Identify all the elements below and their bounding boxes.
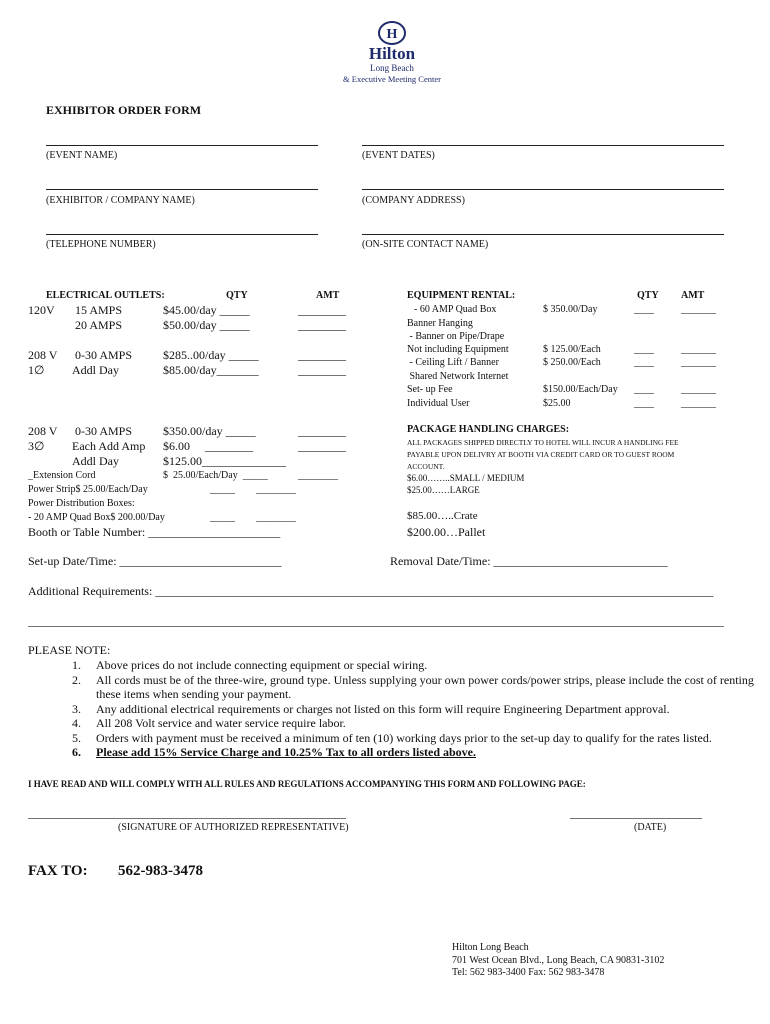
onsite-contact-line[interactable] — [362, 234, 724, 235]
event-dates-label: (EVENT DATES) — [362, 150, 435, 161]
v120-item-15: 15 AMPS — [75, 303, 123, 317]
quad-box-amt[interactable]: ________ — [256, 512, 296, 523]
v120-price-15[interactable]: $45.00/day _____ — [163, 303, 250, 317]
v208-3-item-30: 0-30 AMPS — [75, 424, 133, 438]
package-heading: PACKAGE HANDLING CHARGES: — [407, 424, 570, 435]
equip-quad-box: - 60 AMP Quad Box — [414, 304, 497, 315]
logo-line1: Long Beach — [370, 63, 414, 73]
v208-3-item-addl: Addl Day — [72, 454, 119, 468]
form-title: EXHIBITOR ORDER FORM — [46, 103, 202, 117]
note-number: 2. — [72, 672, 81, 687]
company-address-label: (COMPANY ADDRESS) — [362, 195, 465, 206]
v208-3-item-amp: Each Add Amp — [72, 439, 146, 453]
logo-line2: & Executive Meeting Center — [343, 74, 441, 84]
v120-price-20[interactable]: $50.00/day _____ — [163, 318, 250, 332]
fax-label: FAX TO: — [28, 863, 88, 879]
v208-1-price-addl[interactable]: $85.00/day_______ — [163, 363, 259, 377]
footer-phones: Tel: 562 983-3400 Fax: 562 983-3478 — [452, 967, 605, 978]
equip-setup-qty[interactable]: ____ — [634, 384, 654, 395]
equip-setup-price: $150.00/Each/Day — [543, 384, 618, 395]
package-small-medium: $6.00……..SMALL / MEDIUM — [407, 473, 525, 483]
date-line[interactable]: ______________________ — [570, 806, 702, 820]
note-number: 5. — [72, 730, 81, 745]
v208-3-amt-30[interactable]: ________ — [298, 424, 346, 438]
electrical-qty-header: QTY — [226, 290, 248, 301]
note-item — [28, 731, 770, 746]
note-item — [28, 745, 770, 760]
equip-banner-pipe: - Banner on Pipe/Drape — [407, 331, 505, 342]
equipment-amt-header: AMT — [681, 290, 705, 301]
equip-shared-network: Shared Network Internet — [407, 371, 509, 382]
v208-3-price-addl[interactable]: $125.00______________ — [163, 454, 286, 468]
agreement-statement: I HAVE READ AND WILL COMPLY WITH ALL RULES AND REGULATIONS ACCOMPANYING THIS FORM AND FOLLOWING PAGE: — [28, 779, 586, 789]
equip-ceiling-amt[interactable]: _______ — [681, 357, 716, 368]
note-text: Any additional electrical requirements or charges not listed on this form will require Engineering Department approval. — [96, 701, 670, 716]
telephone-line[interactable] — [46, 234, 318, 235]
fax-number: 562-983-3478 — [118, 863, 203, 879]
equip-setup-amt[interactable]: _______ — [681, 384, 716, 395]
note-number: 1. — [72, 658, 81, 672]
equipment-heading: EQUIPMENT RENTAL: — [407, 290, 516, 301]
v208-1-label: 208 V — [28, 348, 58, 362]
v208-1-amt-addl[interactable]: ________ — [298, 363, 346, 377]
power-strip-amt[interactable]: ________ — [256, 484, 296, 495]
equip-banner-hanging: Banner Hanging — [407, 318, 473, 329]
additional-requirements[interactable]: Additional Requirements: _____________________________________________________________________________________________ — [28, 584, 714, 598]
telephone-label: (TELEPHONE NUMBER) — [46, 239, 156, 250]
notes-list — [28, 658, 770, 760]
equip-not-including-price: $ 125.00/Each — [543, 344, 601, 355]
v208-1-amt-30[interactable]: ________ — [298, 348, 346, 362]
hilton-logo — [326, 20, 458, 86]
note-item — [28, 658, 770, 673]
exhibitor-company-line[interactable] — [46, 189, 318, 190]
power-strip-label: Power Strip$ 25.00/Each/Day — [28, 484, 148, 495]
equip-individual-amt[interactable]: _______ — [681, 398, 716, 409]
logo-brand: Hilton — [368, 44, 416, 63]
note-item — [28, 716, 770, 731]
equip-quad-amt[interactable]: _______ — [681, 304, 716, 315]
event-name-line[interactable] — [46, 145, 318, 146]
exhibitor-company-label: (EXHIBITOR / COMPANY NAME) — [46, 195, 195, 206]
event-dates-line[interactable] — [362, 145, 724, 146]
v208-3-price-30[interactable]: $350.00/day _____ — [163, 424, 256, 438]
note-text: Please add 15% Service Charge and 10.25% Tax to all orders listed above. — [96, 745, 476, 759]
electrical-heading: ELECTRICAL OUTLETS: — [46, 290, 165, 301]
v208-1-price-30[interactable]: $285..00/day _____ — [163, 348, 259, 362]
quad-box-qty[interactable]: _____ — [210, 512, 235, 523]
note-item — [28, 702, 770, 717]
footer-address: 701 West Ocean Blvd., Long Beach, CA 90831-3102 — [452, 955, 665, 966]
package-crate: $85.00…..Crate — [407, 510, 478, 522]
equip-individual-price: $25.00 — [543, 398, 571, 409]
please-note-heading: PLEASE NOTE: — [28, 643, 111, 657]
signature-line[interactable]: _____________________________________________________ — [28, 806, 346, 820]
note-item — [28, 673, 770, 702]
note-text: Orders with payment must be received a minimum of ten (10) working days prior to the set-up day to qualify for the rates listed. — [96, 730, 712, 745]
removal-date-time[interactable]: Removal Date/Time: _____________________________ — [390, 554, 668, 568]
package-large: $25.00……LARGE — [407, 485, 480, 495]
extension-cord-price[interactable]: $ 25.00/Each/Day _____ — [163, 470, 268, 481]
package-notice-1: ALL PACKAGES SHIPPED DIRECTLY TO HOTEL WILL INCUR A HANDLING FEE — [407, 438, 679, 447]
equip-ceiling-qty[interactable]: ____ — [634, 357, 654, 368]
equip-setup-fee: Set- up Fee — [407, 384, 453, 395]
equip-not-including: Not including Equipment — [407, 344, 509, 355]
booth-number[interactable]: Booth or Table Number: ______________________ — [28, 525, 281, 539]
equip-individual-qty[interactable]: ____ — [634, 398, 654, 409]
extension-cord-label: _Extension Cord — [28, 470, 96, 481]
v120-item-20: 20 AMPS — [75, 318, 123, 332]
v208-1-item-30: 0-30 AMPS — [75, 348, 133, 362]
v208-3-amt-amp[interactable]: ________ — [298, 439, 346, 453]
footer-name: Hilton Long Beach — [452, 942, 529, 953]
note-text: All cords must be of the three-wire, ground type. Unless supplying your own power cords/power strips, please include the cost of renting these items when sending your payment. — [96, 672, 754, 701]
equip-ceiling-lift: - Ceiling Lift / Banner — [407, 357, 499, 368]
equipment-qty-header: QTY — [637, 290, 659, 301]
v208-3-label: 208 V — [28, 424, 58, 438]
note-text: All 208 Volt service and water service require labor. — [96, 716, 346, 730]
event-name-label: (EVENT NAME) — [46, 150, 118, 161]
equip-not-including-qty[interactable]: ____ — [634, 344, 654, 355]
equip-individual-user: Individual User — [407, 398, 470, 409]
note-number: 6. — [72, 745, 81, 759]
svg-text:H: H — [386, 27, 398, 42]
note-number: 3. — [72, 701, 81, 716]
signature-label: (SIGNATURE OF AUTHORIZED REPRESENTATIVE) — [118, 822, 349, 833]
v208-3-price-amp[interactable]: $6.00 ________ — [163, 439, 253, 453]
note-number: 4. — [72, 716, 81, 730]
equip-quad-price: $ 350.00/Day — [543, 304, 598, 315]
v120-amt-15[interactable]: ________ — [298, 303, 346, 317]
v120-amt-20[interactable]: ________ — [298, 318, 346, 332]
additional-requirements-line2[interactable]: ____________________________________________________________________________________________________________________ — [28, 614, 724, 628]
electrical-amt-header: AMT — [316, 290, 340, 301]
note-text: Above prices do not include connecting equipment or special wiring. — [96, 658, 428, 672]
package-pallet: $200.00…Pallet — [407, 525, 486, 539]
company-address-line[interactable] — [362, 189, 724, 190]
package-notice-2: PAYABLE UPON DELIVRY AT BOOTH VIA CREDIT CARD OR TO GUEST ROOM — [407, 450, 675, 459]
extension-cord-amt[interactable]: ________ — [298, 470, 338, 481]
equip-not-including-amt[interactable]: _______ — [681, 344, 716, 355]
date-label: (DATE) — [634, 822, 667, 833]
v208-3-phase: 3∅ — [28, 439, 45, 453]
v208-1-item-addl: Addl Day — [72, 363, 119, 377]
v120-label: 120V — [28, 303, 55, 317]
equip-ceiling-price: $ 250.00/Each — [543, 357, 601, 368]
power-dist-label: Power Distribution Boxes: — [28, 498, 135, 509]
quad-box-label: - 20 AMP Quad Box$ 200.00/Day — [28, 512, 165, 523]
setup-date-time[interactable]: Set-up Date/Time: ___________________________ — [28, 554, 282, 568]
v208-1-phase: 1∅ — [28, 363, 45, 377]
equip-quad-qty[interactable]: ____ — [634, 304, 654, 315]
power-strip-qty[interactable]: _____ — [210, 484, 235, 495]
package-notice-3: ACCOUNT. — [407, 462, 445, 471]
onsite-contact-label: (ON-SITE CONTACT NAME) — [362, 239, 489, 250]
